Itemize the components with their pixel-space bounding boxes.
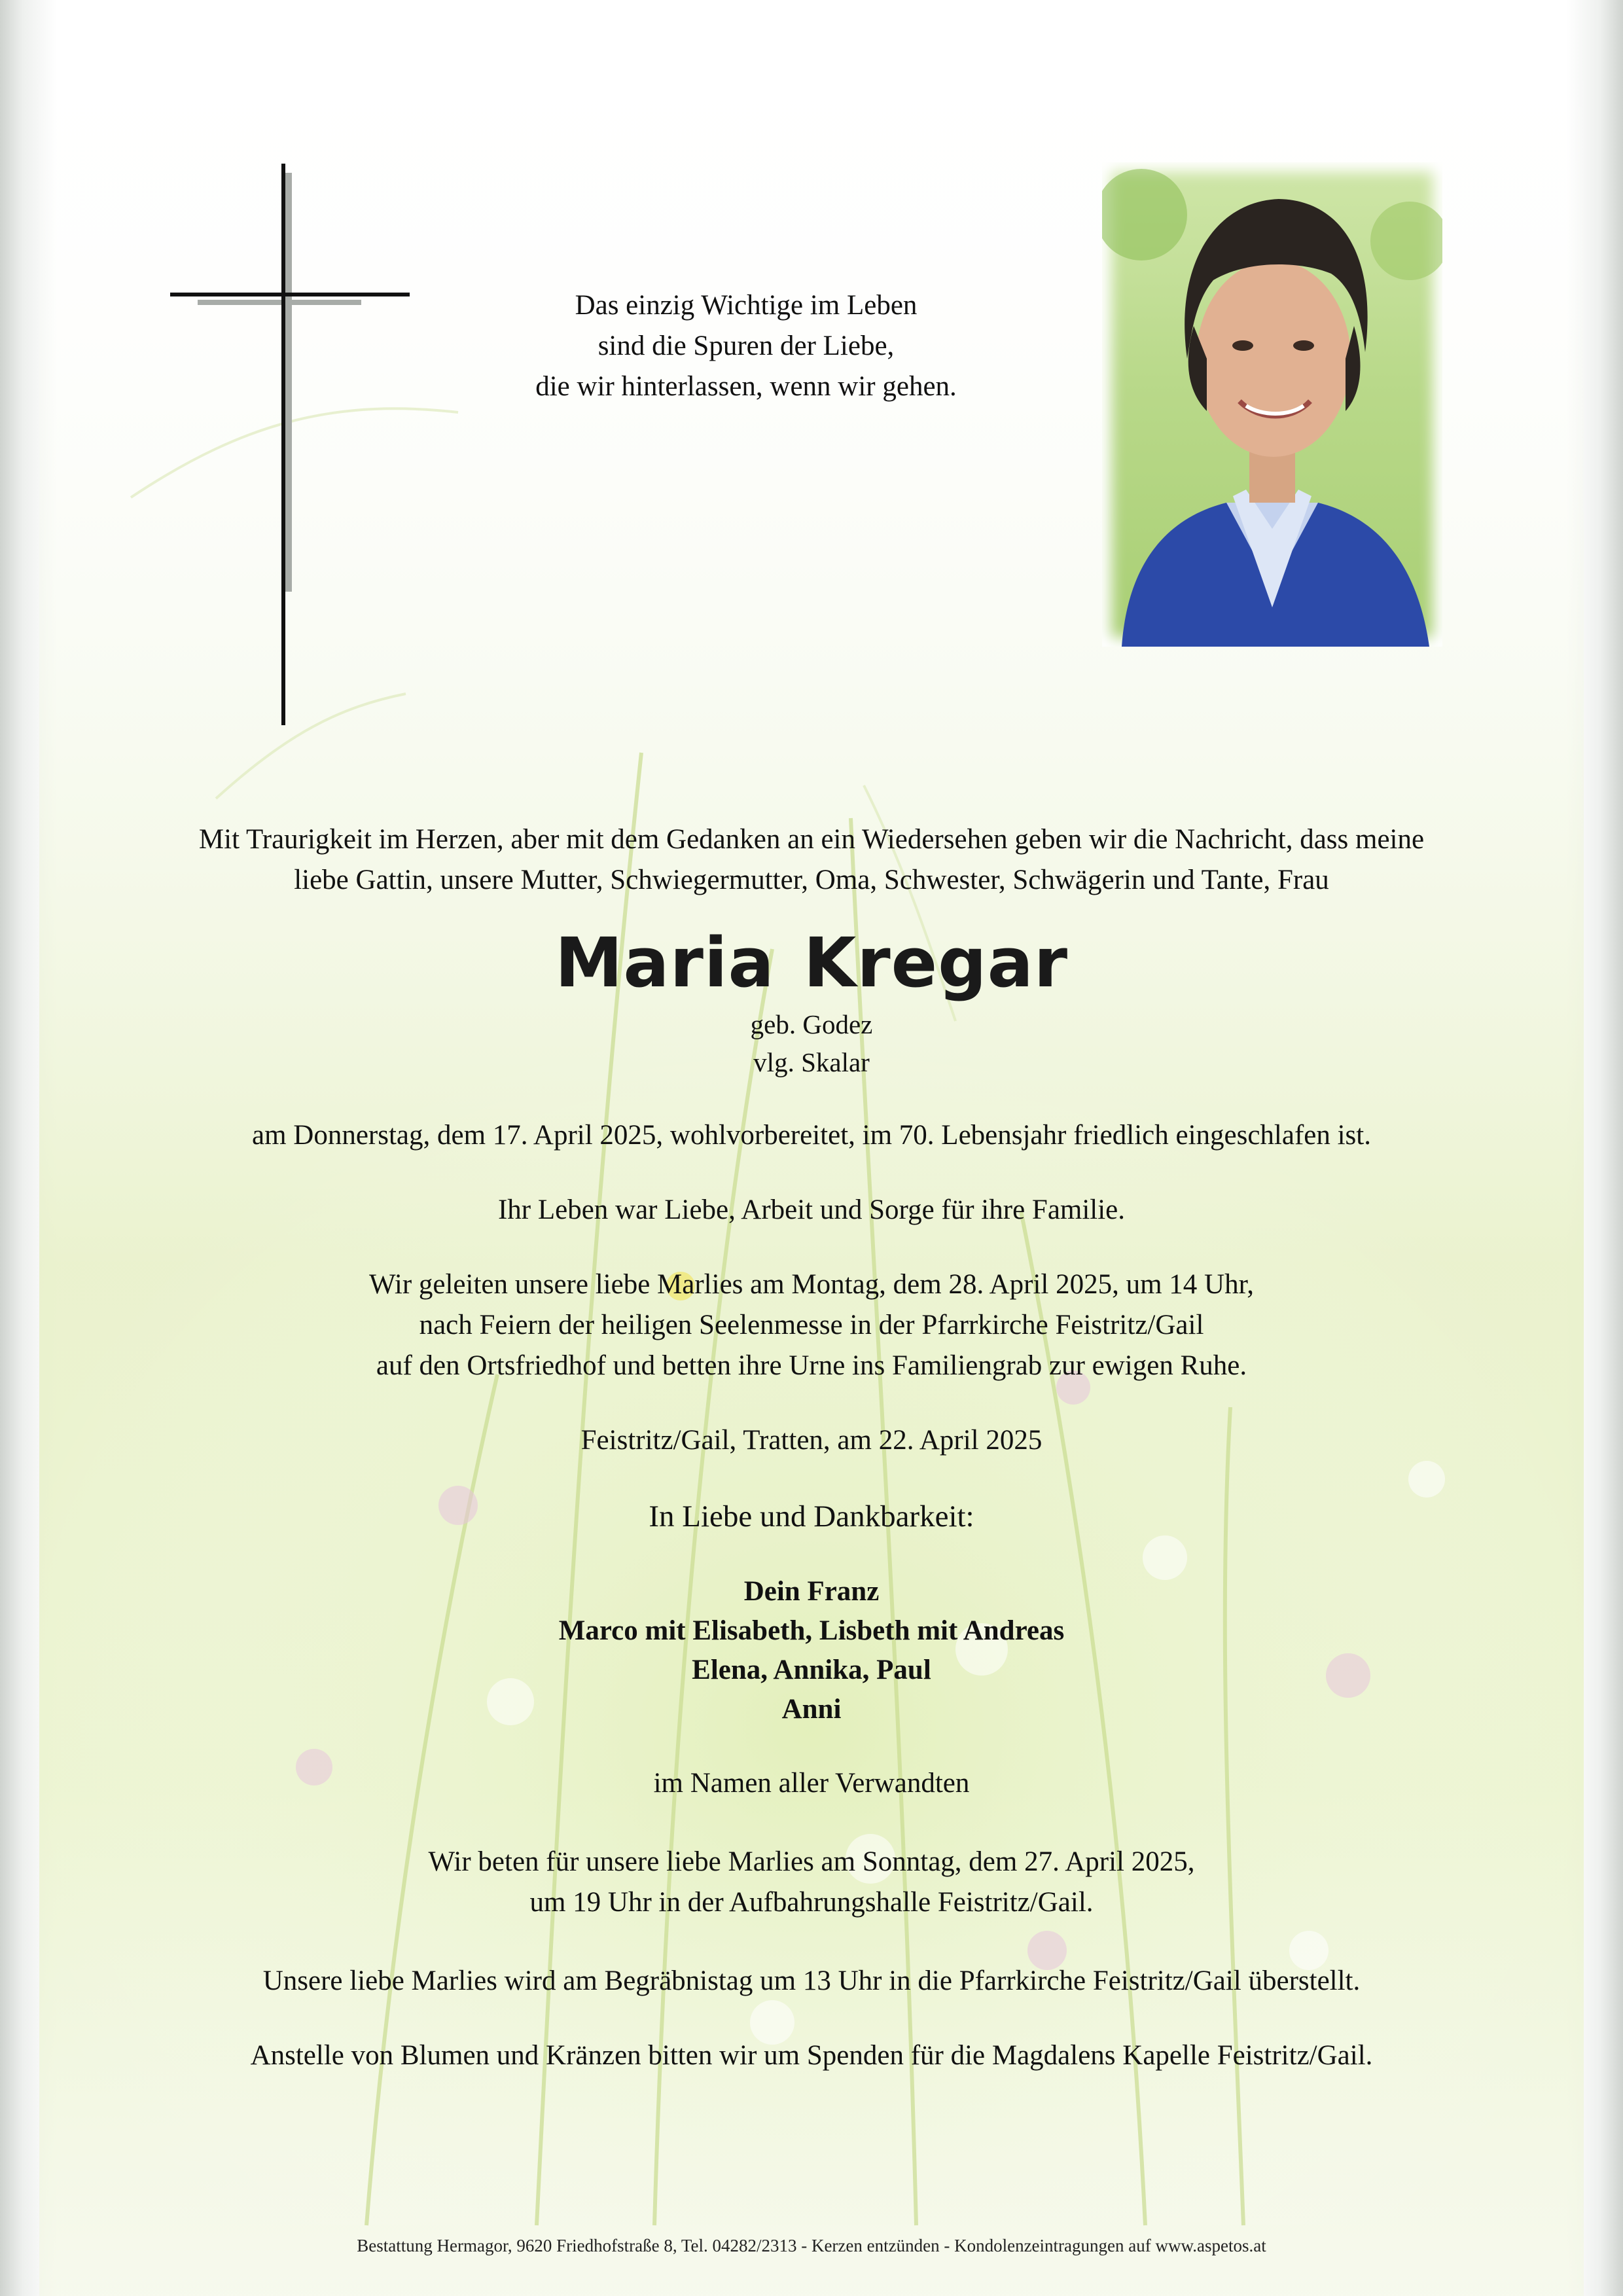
funeral-line: auf den Ortsfriedhof und betten ihre Urne ins Familiengrab zur ewigen Ruhe. [376, 1350, 1247, 1381]
mourner-name: Marco mit Elisabeth, Lisbeth mit Andreas [558, 1615, 1065, 1646]
mourners-heading: In Liebe und Dankbarkeit: [649, 1499, 974, 1534]
obituary-text [92, 819, 1531, 2076]
memorial-quote [419, 285, 1073, 407]
relatives-line: im Namen aller Verwandten [653, 1768, 970, 1799]
quote-line: die wir hinterlassen, wenn wir gehen. [535, 371, 957, 402]
cross-icon [157, 157, 432, 733]
house-name: vlg. Skalar [753, 1047, 870, 1077]
donation-line: Anstelle von Blumen und Kränzen bitten wir um Spenden für die Magdalens Kapelle Feistritz/Gail. [250, 2040, 1373, 2071]
place-date: Feistritz/Gail, Tratten, am 22. April 2025 [580, 1425, 1043, 1456]
intro-line: Mit Traurigkeit im Herzen, aber mit dem Gedanken an ein Wiedersehen geben wir die Nachricht, dass meine [198, 824, 1425, 855]
death-notice: am Donnerstag, dem 17. April 2025, wohlvorbereitet, im 70. Lebensjahr friedlich eingeschlafen ist. [252, 1120, 1371, 1151]
quote-line: Das einzig Wichtige im Leben [575, 290, 918, 321]
first-name: Maria [554, 923, 775, 1003]
deceased-name [92, 920, 1531, 1005]
last-name: Kregar [803, 923, 1069, 1003]
birth-name: geb. Godez [750, 1009, 873, 1039]
prayer-line: Wir beten für unsere liebe Marlies am Sonntag, dem 27. April 2025, [428, 1846, 1195, 1877]
life-line: Ihr Leben war Liebe, Arbeit und Sorge für ihre Familie. [497, 1194, 1126, 1225]
funeral-home-footer: Bestattung Hermagor, 9620 Friedhofstraße 8, Tel. 04282/2313 - Kerzen entzünden - Kondolenzeintragungen auf www.aspetos.at [357, 2236, 1266, 2255]
transfer-line: Unsere liebe Marlies wird am Begräbnistag um 13 Uhr in die Pfarrkirche Feistritz/Gail überstellt. [262, 1965, 1361, 1996]
prayer-line: um 19 Uhr in der Aufbahrungshalle Feistritz/Gail. [529, 1887, 1094, 1918]
funeral-line: nach Feiern der heiligen Seelenmesse in der Pfarrkirche Feistritz/Gail [419, 1310, 1204, 1340]
mourner-name: Anni [781, 1694, 842, 1725]
intro-line: liebe Gattin, unsere Mutter, Schwiegermutter, Oma, Schwester, Schwägerin und Tante, Frau [294, 865, 1329, 895]
funeral-line: Wir geleiten unsere liebe Marlies am Montag, dem 28. April 2025, um 14 Uhr, [369, 1269, 1254, 1300]
mourner-name: Dein Franz [743, 1576, 880, 1607]
portrait-photo [1102, 162, 1442, 647]
quote-line: sind die Spuren der Liebe, [597, 331, 895, 361]
mourner-name: Elena, Annika, Paul [692, 1655, 931, 1685]
